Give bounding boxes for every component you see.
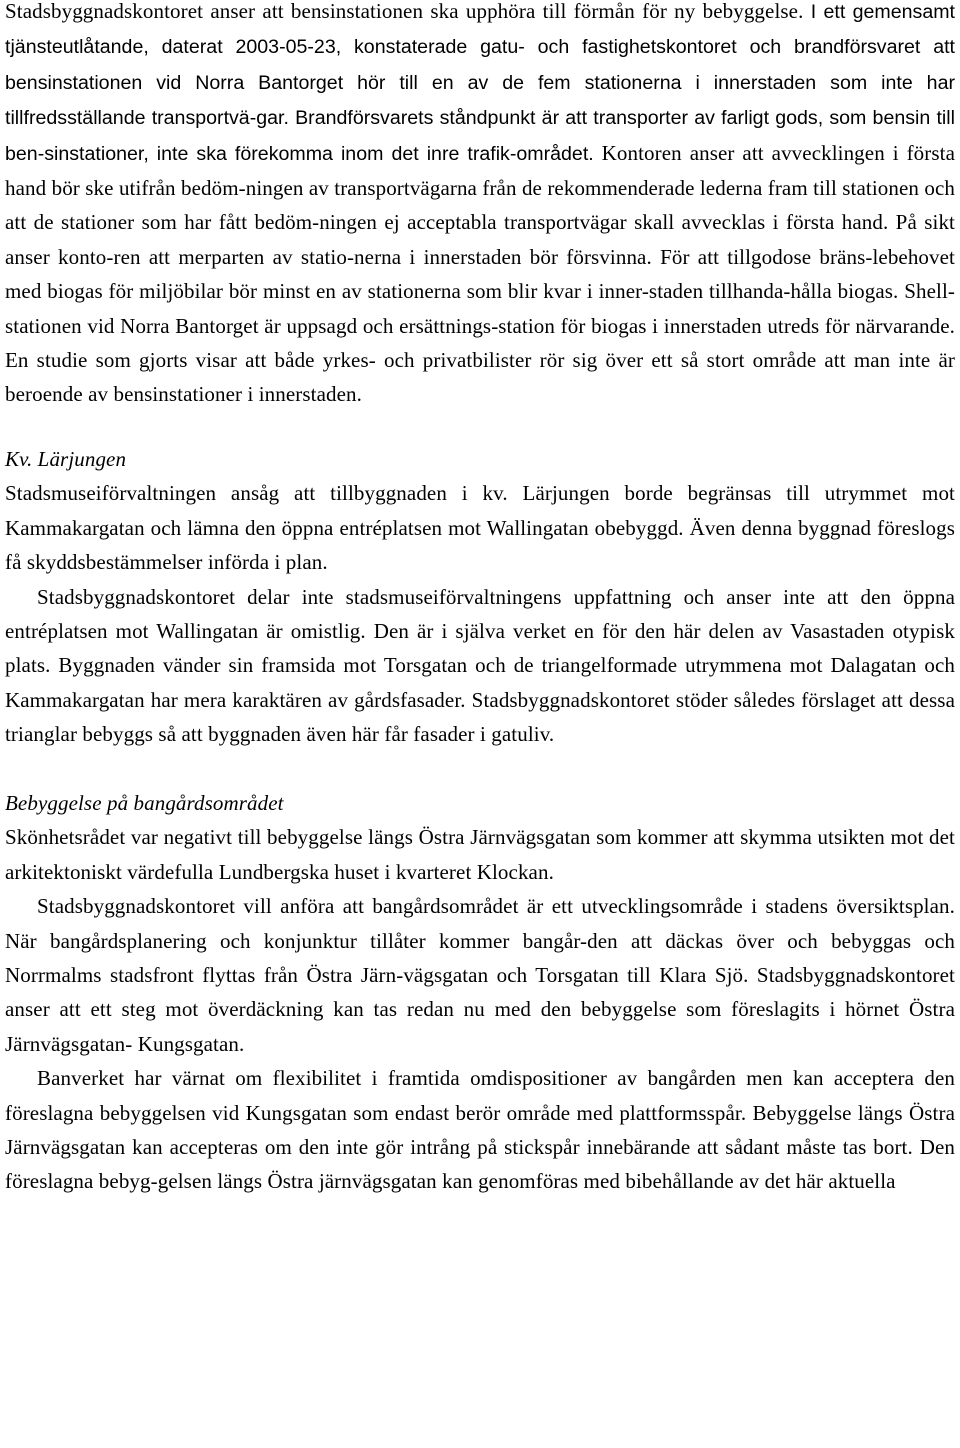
section-spacer bbox=[5, 412, 955, 442]
paragraph-bensinstation bbox=[5, 0, 955, 412]
paragraph-bensinstation-continuation: Kontoren anser att avvecklingen i första hand bör ske utifrån bedöm-ningen av transportvägarna från de rekommenderade lederna fram till stationen och att de stationer som har fått bedöm-ningen ej acceptabla transportvägar skall avvecklas i första hand. På sikt anser konto-ren att merparten av statio-nerna i innerstaden bör försvinna. För att tillgodose bräns-lebehovet med biogas för miljöbilar bör minst en av stationerna som blir kvar i inner-staden tillhanda-hålla biogas. Shell- stationen vid Norra Bantorget är uppsagd och ersättnings-station för biogas i innerstaden utreds för närvarande. En studie som gjorts visar att både yrkes- och privatbilister rör sig över ett så stort område att man inte är beroende av bensinstationer i innerstaden. bbox=[5, 140, 956, 407]
paragraph-skonhetsradet: Skönhetsrådet var negativt till bebyggelse längs Östra Järnvägsgatan som kommer att skymma utsikten mot det arkitektoniskt värdefulla Lundbergska huset i kvarteret Klockan. bbox=[5, 825, 955, 884]
paragraph-banverket: Banverket har värnat om flexibilitet i framtida omdispositioner av bangården men kan acceptera den föreslagna bebyggelsen vid Kungsgatan som endast berör område med plattformsspår. Bebyggelse längs Östra Järnvägsgatan kan accepteras om den inte gör intrång på stickspår innebärande att sådant måste tas bort. Den föreslagna bebyg-gelsen längs Östra järnvägsgatan kan genomföras med bibehållande av det här aktuella bbox=[5, 1066, 955, 1194]
paragraph-stadsbyggnadskontoret-bangard: Stadsbyggnadskontoret vill anföra att bangårdsområdet är ett utvecklingsområde i stadens översiktsplan. När bangårdsplanering och konjunktur tillåter kommer bangår-den att däckas över och bebyggas och Norrmalms stadsfront flyttas från Östra Järn-vägsgatan och Torsgatan till Klara Sjö. Stadsbyggnadskontoret anser att ett steg mot överdäckning kan tas redan nu med den bebyggelse som föreslagits i hörnet Östra Järnvägsgatan- Kungsgatan. bbox=[5, 894, 955, 1056]
section-spacer bbox=[5, 752, 955, 786]
paragraph-stadsmuseiforvaltningen: Stadsmuseiförvaltningen ansåg att tillbyggnaden i kv. Lärjungen borde begränsas till utrymmet mot Kammakargatan och lämna den öppna entréplatsen mot Wallingatan obebyggd. Även denna byggnad föreslogs få skyddsbestämmelser införda i plan. bbox=[5, 481, 955, 575]
heading-bebyggelse-bangardsomradet: Bebyggelse på bangårdsområdet bbox=[5, 790, 284, 815]
paragraph-stadsbyggnadskontoret-larjungen: Stadsbyggnadskontoret delar inte stadsmuseiförvaltningens uppfattning och anser inte att den öppna entréplatsen mot Wallingatan är omistlig. Den är i själva verket en för den här delen av Vasastaden otypisk plats. Byggnaden vänder sin framsida mot Torsgatan och de triangelformade utrymmena mot Dalagatan och Kammakargatan har mera karaktären av gårdsfasader. Stadsbyggnadskontoret stöder således förslaget att dessa trianglar bebyggs så att byggnaden även här får fasader i gatuliv. bbox=[5, 584, 955, 747]
paragraph-bensinstation-opening: Stadsbyggnadskontoret anser att bensinstationen ska upphöra till förmån för ny bebyggelse. bbox=[5, 0, 811, 23]
document-page bbox=[5, 0, 955, 1199]
heading-kv-larjungen: Kv. Lärjungen bbox=[5, 446, 127, 471]
paragraph-bensinstation-sans-passage: I ett gemensamt tjänsteutlåtande, daterat 2003-05-23, konstaterade gatu- och fastighetskontoret och brandförsvaret att bensinstationen vid Norra Bantorget hör till en av de fem stationerna i innerstaden som inte har tillfredsställande transportvä-gar. Brandförsvarets ståndpunkt är att transporter av farligt gods, som bensin till ben-sinstationer, inte ska förekomma inom det inre trafik-området. bbox=[5, 1, 955, 165]
